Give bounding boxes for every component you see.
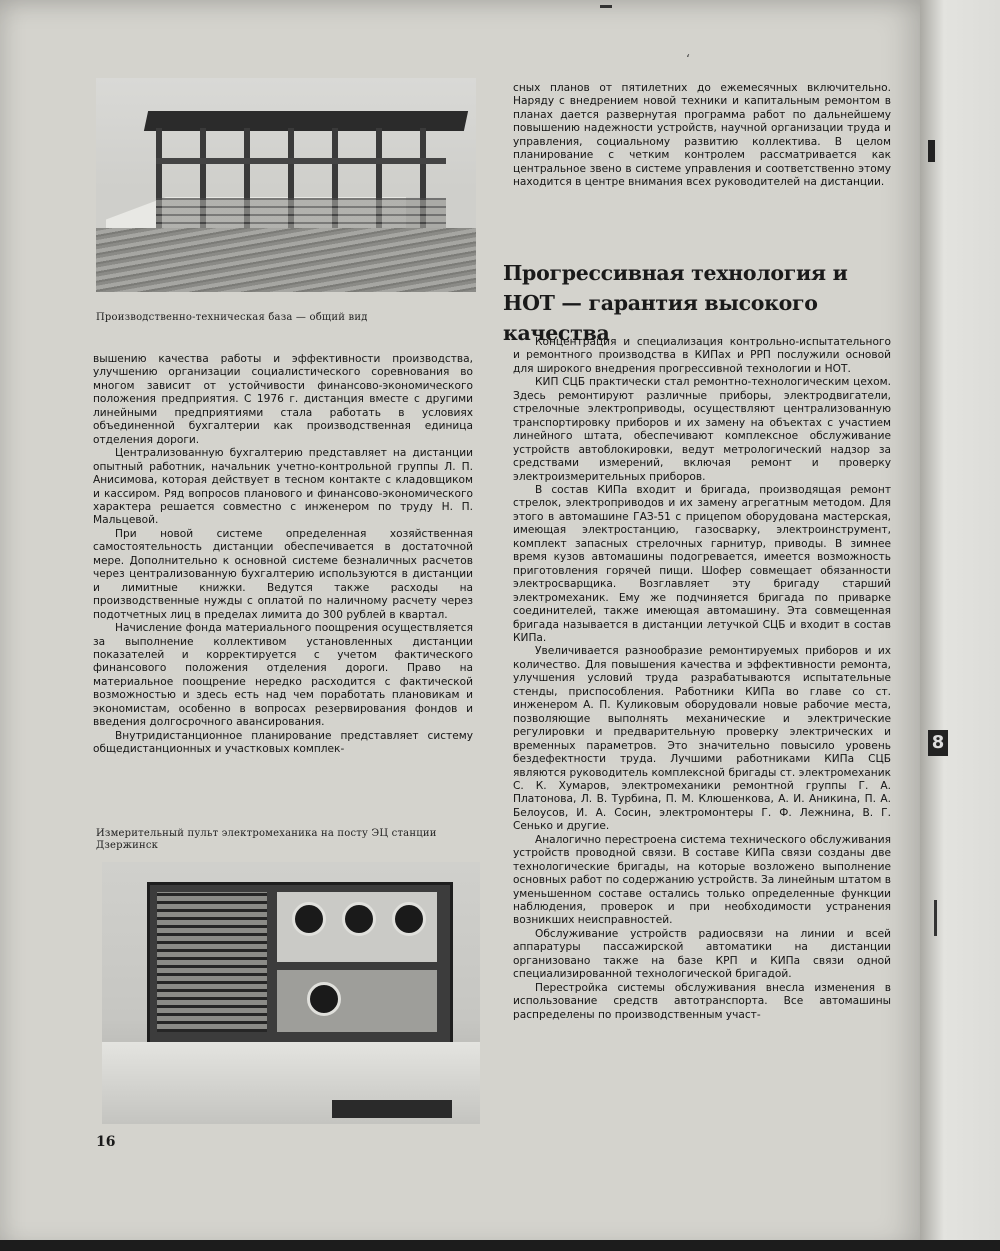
paragraph: КИП СЦБ практически стал ремонтно-технологическим цехом. Здесь ремонтируют различные приборы, электродвигатели, стрелочные электроприводы, осуществляют централизованную транспортировку приборов и их замену на объектах с участием линейного штата, обеспечивают комплексное обслуживание устройств автоблокировки, ведут метрологический надзор за средствами измерений, включая ремонт и проверку электроизмерительных приборов. [513, 376, 891, 483]
stray-mark: ʻ [686, 52, 690, 66]
paragraph: При новой системе определенная хозяйственная самостоятельность дистанции обеспечивается в достаточной мере. Дополнительно к основной системе безналичных расчетов через централизованную бухгалтерию используются в дистанции и лимитные книжки. Ведутся также расходы на производственные нужды с оплатой по наличному расчету через подотчетных лиц в пределах лимита до 300 рублей в квартал. [93, 527, 473, 621]
paragraph: Обслуживание устройств радиосвязи на линии и всей аппаратуры пассажирской автоматики на дистанции организовано также на базе КРП и КИПа связи одной специализированной технологической бригадой. [513, 927, 891, 981]
edge-mark [600, 5, 612, 8]
left-column [93, 353, 473, 757]
paragraph: В состав КИПа входит и бригада, производящая ремонт стрелок, электроприводов и их замену агрегатным методом. Для этого в автомашине ГАЗ-51 с прицепом оборудована мастерская, имеющая электростанцию, газосварку, электроинструмент, комплект запасных стрелочных гарнитур, приводы. В зимнее время кузов автомашины подогревается, имеется возможность приготовления горячей пищи. Шофер совмещает обязанности электросварщика. Возглавляет эту бригаду старший электромеханик. Ему же подчиняется бригада по приварке соединителей, также имеющая автомашину. Эта совмещенная бригада называется в дистанции летучкой СЦБ и входит в состав КИПа. [513, 483, 891, 644]
production-base-photo [96, 78, 476, 292]
spine-mark [928, 140, 935, 162]
book-spine [920, 0, 1000, 1251]
section-heading: Прогрессивная технология и НОТ — гарантия высокого качества [503, 261, 848, 345]
paragraph: сных планов от пятилетних до ежемесячных включительно. Наряду с внедрением новой техники и капитальным ремонтом в планах дается развернутая программа работ по дальнейшему повышению надежности устройств, научной организации труда и управления, социальному развитию коллектива. В целом планирование с четким контролем рассматривается как центральное звено в системе управления и соответственно этому находится в центре внимания всех руководителей на дистанции. [513, 82, 891, 189]
spine-mark [934, 900, 937, 936]
paragraph: вышению качества работы и эффективности производства, улучшению организации социалистического соревнования во многом зависит от устойчивости финансово-экономического положения предприятия. С 1976 г. дистанция вместе с другими линейными предприятиями стала работать в условиях объединенной бухгалтерии как производственная единица отделения дороги. [93, 353, 473, 446]
paragraph: Перестройка системы обслуживания внесла изменения в использование средств автотранспорта. Все автомашины распределены по производственным участ- [513, 981, 891, 1021]
paragraph: Начисление фонда материального поощрения осуществляется за выполнение коллективом установленных дистанции показателей и корректируется с учетом фактического финансового положения отделения дороги. Право на материальное поощрение нередко расходится с фактической возможностью и здесь есть над чем поработать плановикам и экономистам, особенно в вопросах резервирования фондов и введения долгосрочного авансирования. [93, 622, 473, 729]
photo-caption: Измерительный пульт электромеханика на посту ЭЦ станции Дзержинск [96, 828, 437, 851]
paragraph: Внутридистанционное планирование представляет систему общедистанционных и участковых комплек- [93, 729, 473, 756]
paragraph: Увеличивается разнообразие ремонтируемых приборов и их количество. Для повышения качества и эффективности ремонта, улучшения условий труда разрабатываются испытательные стенды, приспособления. Работники КИПа во главе со ст. инженером А. П. Куликовым оборудовали новые рабочие места, позволяющие выполнять механические и электрические регулировки и предварительную проверку электрических и временных параметров. Это значительно повысило уровень бездефектности труда. Лучшими работниками КИПа СЦБ являются руководитель комплексной бригады ст. электромеханик С. К. Хумаров, электромеханики ремонтной группы Г. А. Платонова, Л. В. Турбина, П. М. Клюшенкова, А. И. Аникина, П. А. Белоусов, И. А. Сосин, электромонтеры Г. Ф. Лежнина, В. Г. Сенько и другие. [513, 645, 891, 833]
photo-caption: Производственно-техническая база — общий вид [96, 312, 368, 323]
paragraph: Централизованную бухгалтерию представляет на дистанции опытный работник, начальник учетно-контрольной группы Л. П. Анисимова, которая действует в тесном контакте с кладовщиком и кассиром. Ряд вопросов планового и финансово-экономического характера решается совместно с инженером по труду Н. П. Мальцевой. [93, 447, 473, 527]
right-column [513, 336, 891, 1022]
page-number: 16 [96, 1134, 116, 1150]
spine-glyph: 8 [928, 730, 948, 756]
paragraph: Концентрация и специализация контрольно-испытательного и ремонтного производства в КИПах и РРП послужили основой для широкого внедрения прогрессивной технологии и НОТ. [513, 336, 891, 375]
measuring-console-photo [102, 862, 480, 1124]
right-column-top [513, 82, 891, 190]
paragraph: Аналогично перестроена система технического обслуживания устройств проводной связи. В составе КИПа связи созданы две технологические бригады, на которые возложено выполнение основных работ по содержанию устройств. За линейным штатом в уменьшенном составе остались только определенные функции наблюдения, проверок и при необходимости устранения возникших неисправностей. [513, 833, 891, 927]
page-edge [0, 1240, 1000, 1251]
